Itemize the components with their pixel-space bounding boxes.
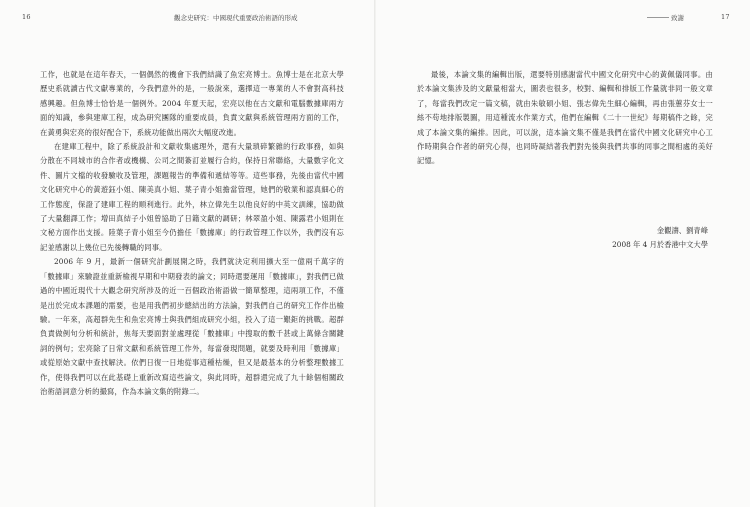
paragraph: 工作，也就是在這年春天，一個偶然的機會下我們結識了魚宏亮博士。魚博士是在北京大學歷史系就讀古代文獻專業的，今我們意外的是，一般說來，選擇這一專業的人不會對高科技感興趣。但魚博士恰恰是一個例外。2004 年夏天起，宏亮以他在古文獻和電腦數據庫兩方面的知識，參與建庫工程，成為研究團隊的重要成員，負責文獻與系統管理兩方面的工作，在黃勇與宏亮的很好配合下，系統功能做出兩次大幅度改進。	[40, 70, 344, 137]
paragraph: 2006 年 9 月，最新一個研究計劃展開之時，我們就決定利用擴大至一億兩千萬字的「數據庫」來驗證並重新檢視早期和中期發表的論文；同時還要運用「數據庫」，對我們已做過的中國近現代十大觀念研究所涉及的近一百個政治術語做一簡單整理，這兩項工作，不僅是出於完成本課題的需要，也是用我們初步總結出的方法論，對我們自己的研究工作作出檢驗。一年來，高超群先生和魚宏亮博士與我們組成研究小組，投入了這一艱鉅的挑戰。超群負責做例句分析和統計，焦每天要面對並處理從「數據庫」中搜取的數千甚或上萬條含關鍵詞的例句；宏亮除了日常文獻和系統管理工作外，每當發現問題，就要及時利用「數據庫」或從原始文獻中查找解決。依們日復一日地從事這種枯燥，但又是最基本的分析整理數據工作，使得我們可以在此基礎上重新改寫這些論文，與此同時，超群還完成了九十餘個相關政治術語詞意分析的撮寫，作為本論文集的附錄二。	[40, 257, 344, 396]
right-page	[375, 0, 750, 507]
paragraph: 最後，本論文集的編輯出版，還要特別感謝當代中國文化研究中心的黃佩儀同事。由於本論文集涉及的文獻量相當大，圖表也很多，校對、編輯和排版工作量就非同一般文章了，每當我們改定一篇文稿，就由朱敏碩小姐、張志偉先生細心編輯，再由張蕙芬女士一絲不苟地排版製圖，用這種流水作業方式，他們在編輯《二十一世紀》每期稿件之餘，完成了本論文集的編排。因此，可以說，這本論文集不僅是我們在當代中國文化研究中心工作時期與合作者的研究心得，也同時凝結著我們對先後與我們共事的同事之間相處的美好記憶。	[417, 70, 713, 166]
page-number: 16	[22, 13, 31, 21]
page-number: 17	[721, 13, 730, 21]
running-head: 致謝	[671, 14, 684, 22]
body-text	[40, 68, 344, 399]
running-head: 觀念史研究：中國現代重要政治術語的形成	[174, 14, 298, 22]
signature-date: 2008 年 4 月於香港中文大學	[612, 240, 708, 249]
running-head-rule	[647, 17, 669, 18]
signature-names: 金觀濤、劉青峰	[656, 226, 708, 235]
paragraph: 在建庫工程中，除了系統設計和文獻收集處理外，還有大量瑣碎繁雜的行政事務，如與分散在不同城市的合作者或機構、公司之間簽訂並履行合約，保持日常聯絡，大量數字化文件、圖片文檔的收發驗收及管理，課題報告的準備和遞結等等。這些事務，先後由當代中國文化研究中心的黃遊鈺小姐、陳美真小姐、葉子青小姐擔當管理，她們的敬業和認真細心的工作態度，保證了建庫工程的順利進行。此外，林立偉先生以他良好的中英文訓練，協助做了大量翻譯工作；增田真結子小姐曾協助了日籍文獻的調研；林翠盈小姐、陳露君小姐則在文秘方面作出支援。陸葉子青小姐至今仍擔任「數據庫」的行政管理工作以外，我們沒有忘記並感謝以上幾位已先後轉職的同事。	[40, 142, 344, 252]
body-text	[417, 68, 713, 169]
